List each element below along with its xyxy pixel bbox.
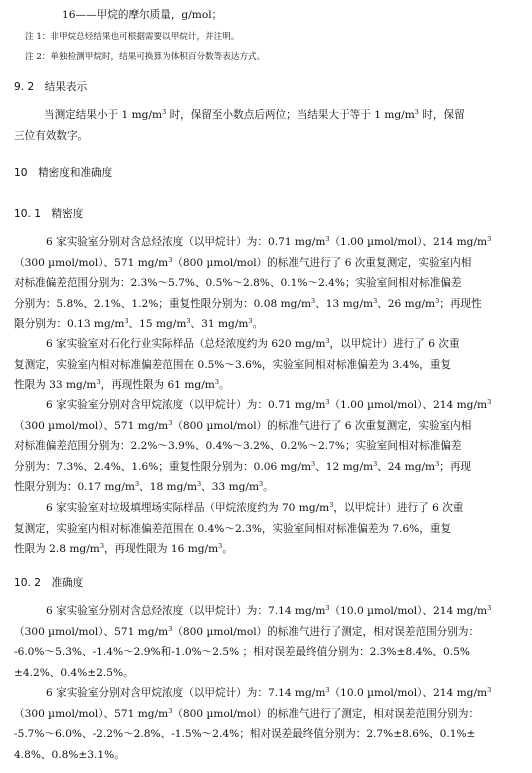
text-line (14, 645, 470, 659)
superscript: 3 (214, 378, 219, 386)
superscript: 3 (218, 542, 223, 550)
text-run: 6 家实验室分别对含甲烷浓度（以甲烷计）为：0.71 mg/m (46, 399, 326, 411)
section-10-1-heading: 10. 1 精密度 (14, 208, 84, 220)
text-run: 性限分别为：0.17 mg/m (14, 481, 135, 493)
text-line (14, 419, 471, 433)
text-run: ±4.2%、0.4%±2.5%。 (14, 666, 134, 679)
text-run: （800 µmol/mol）的标准气进行了测定，相对误差范围分别为： (172, 625, 480, 638)
text-line (14, 378, 230, 392)
text-run: 6 家实验室对垃圾填埋场实际样品（甲烷浓度约为 70 mg/m (46, 502, 330, 514)
text-line (14, 460, 471, 474)
superscript: 3 (168, 418, 173, 427)
superscript: 3 (325, 604, 330, 612)
text-run: 性限为 33 mg/m (14, 379, 97, 391)
text-line (46, 235, 491, 249)
superscript: 3 (373, 459, 378, 468)
text-run: 对标准偏差范围分别为：2.3%～5.7%、0.5%～2.8%、0.1%～2.4%；实验室间相对标准偏差 (14, 277, 462, 289)
text-run: ，再现性限为 16 mg/m (103, 543, 219, 555)
superscript: 3 (325, 686, 330, 694)
text-run: 6 家实验室对石化行业实际样品（总烃浓度约为 620 mg/m (46, 338, 326, 350)
text-run: 6 家实验室分别对含总烃浓度（以甲烷计）为：0.71 mg/m (46, 236, 326, 248)
text-run: 时，保留 (418, 109, 465, 121)
text-run: 4.8%、0.8%±3.1%。 (14, 748, 125, 761)
text-run: （300 µmol/mol）、571 mg/m (14, 256, 169, 269)
text-run: 。 (252, 318, 264, 330)
superscript: 3 (325, 235, 330, 243)
text-run: 。 (263, 481, 274, 493)
text-run: 复测定，实验室内相对标准偏差范围在 0.5%～3.6%，实验室间相对标准偏差为 3.4%，重复 (14, 358, 452, 371)
text-line (14, 666, 134, 680)
text-run: 对标准偏差范围分别为：2.2%～3.9%、0.4%～3.2%、0.2%～2.7%；实验室间相对标准偏差 (14, 440, 462, 452)
text-line (14, 129, 88, 143)
text-run: 6 家实验室分别对含总烃浓度（以甲烷计）为：7.14 mg/m (46, 605, 326, 617)
superscript: 3 (325, 337, 330, 345)
text-line (46, 398, 491, 412)
text-line (46, 337, 460, 351)
text-line (14, 748, 125, 762)
text-run: （800 µmol/mol）的标准气进行了测定，相对误差范围分别为： (172, 707, 480, 720)
text-run: ，以甲烷计）进行了 6 次重 (329, 338, 460, 350)
text-run: ，以甲烷计）进行了 6 次重 (333, 502, 464, 514)
text-run: （1.00 µmol/mol）、214 mg/m (329, 399, 488, 411)
text-run: （1.00 µmol/mol）、214 mg/m (329, 236, 488, 248)
superscript: 3 (329, 501, 334, 509)
text-run: 分别为：5.8%、2.1%、1.2%；重复性限分别为：0.08 mg/m (14, 297, 312, 310)
superscript: 3 (162, 108, 167, 116)
section-9-2-heading: 9. 2 结果表示 (14, 81, 88, 93)
text-line (14, 439, 462, 453)
text-line (14, 297, 482, 311)
text-line (46, 501, 463, 515)
superscript: 3 (168, 624, 173, 633)
text-run: -6.0%～5.3%、-1.4%～2.9%和-1.0%～2.5% ；相对误差最终值分别为：2.3%±8.4%、0.5% (14, 646, 470, 658)
superscript: 3 (168, 706, 173, 715)
note-1: 注 1：非甲烷总烃结果也可根据需要以甲烷计，并注明。 (25, 32, 240, 42)
text-line (46, 604, 491, 618)
text-run: （300 µmol/mol）、571 mg/m (14, 625, 169, 638)
text-line (14, 276, 462, 290)
text-run: 、33 mg/m (201, 481, 260, 493)
text-run: 、26 mg/m (377, 297, 436, 310)
superscript: 3 (248, 317, 253, 325)
text-line (14, 625, 479, 639)
superscript: 3 (99, 542, 104, 550)
text-line (14, 480, 274, 494)
superscript: 3 (259, 480, 264, 488)
superscript: 3 (435, 296, 440, 305)
note-2: 注 2：单独检测甲烷时，结果可换算为体积百分数等表达方式。 (25, 52, 266, 62)
superscript: 3 (435, 459, 440, 468)
section-10-2-heading: 10. 2 准确度 (14, 577, 84, 589)
text-run: 6 家实验室分别对含甲烷浓度（以甲烷计）为：7.14 mg/m (46, 687, 326, 699)
superscript: 3 (124, 317, 129, 325)
text-run: （800 µmol/mol）的标准气进行了 6 次重复测定，实验室内相 (172, 256, 472, 269)
text-run: （10.0 µmol/mol）、214 mg/m (329, 605, 488, 617)
superscript: 3 (311, 296, 316, 305)
superscript: 3 (197, 480, 202, 488)
superscript: 3 (487, 398, 492, 406)
superscript: 3 (134, 480, 140, 488)
text-line (14, 542, 233, 556)
text-run: -5.7%～6.0%、-2.2%～2.8%、-1.5%～2.4%；相对误差最终值分别为：2.7%±8.6%、0.1%± (14, 728, 476, 740)
text-line (14, 707, 479, 721)
text-run: 复测定，实验室内相对标准偏差范围在 0.4%～2.3%，实验室间相对标准偏差为 7.6%，重复 (14, 522, 452, 535)
text-run: 。 (218, 379, 230, 391)
text-run: 。 (222, 543, 233, 555)
section-10-heading: 10 精密度和准确度 (14, 167, 113, 179)
text-run: 、31 mg/m (190, 318, 249, 330)
text-run: 、18 mg/m (139, 481, 197, 493)
definition-line: 16——甲烷的摩尔质量，g/mol； (62, 9, 223, 21)
text-run: 、15 mg/m (128, 318, 187, 330)
text-run: 三位有效数字。 (14, 129, 89, 142)
text-run: 限分别为：0.13 mg/m (14, 318, 125, 330)
text-line (14, 317, 263, 331)
text-line (14, 358, 451, 372)
superscript: 3 (373, 296, 378, 305)
superscript: 3 (186, 317, 191, 325)
text-run: （10.0 µmol/mol）、214 mg/m (329, 687, 488, 699)
text-line (44, 108, 465, 122)
superscript: 3 (414, 108, 419, 116)
text-run: （800 µmol/mol）的标准气进行了 6 次重复测定，实验室内相 (172, 419, 472, 432)
text-run: ，再现性限为 61 mg/m (100, 379, 215, 391)
text-run: （300 µmol/mol）、571 mg/m (14, 707, 169, 720)
text-run: 分别为：7.3%、2.4%、1.6%；重复性限分别为：0.06 mg/m (14, 460, 312, 473)
superscript: 3 (487, 604, 492, 612)
text-line (14, 522, 451, 536)
text-run: 性限为 2.8 mg/m (14, 543, 100, 555)
text-run: 时，保留至小数点后两位；当结果大于等于 1 mg/m (166, 109, 415, 121)
text-line (14, 256, 471, 270)
superscript: 3 (96, 378, 101, 386)
text-line (14, 727, 475, 741)
superscript: 3 (325, 398, 330, 406)
text-run: （300 µmol/mol）、571 mg/m (14, 419, 169, 432)
text-line (46, 686, 491, 700)
superscript: 3 (168, 255, 173, 264)
text-run: ；再现性 (439, 297, 482, 310)
text-run: 当测定结果小于 1 mg/m (44, 109, 163, 121)
text-run: ；再现 (439, 460, 472, 473)
text-run: 、13 mg/m (315, 297, 374, 310)
superscript: 3 (487, 235, 492, 243)
text-run: 、24 mg/m (377, 460, 436, 473)
superscript: 3 (487, 686, 492, 694)
superscript: 3 (311, 459, 316, 468)
text-run: 、12 mg/m (315, 460, 374, 473)
